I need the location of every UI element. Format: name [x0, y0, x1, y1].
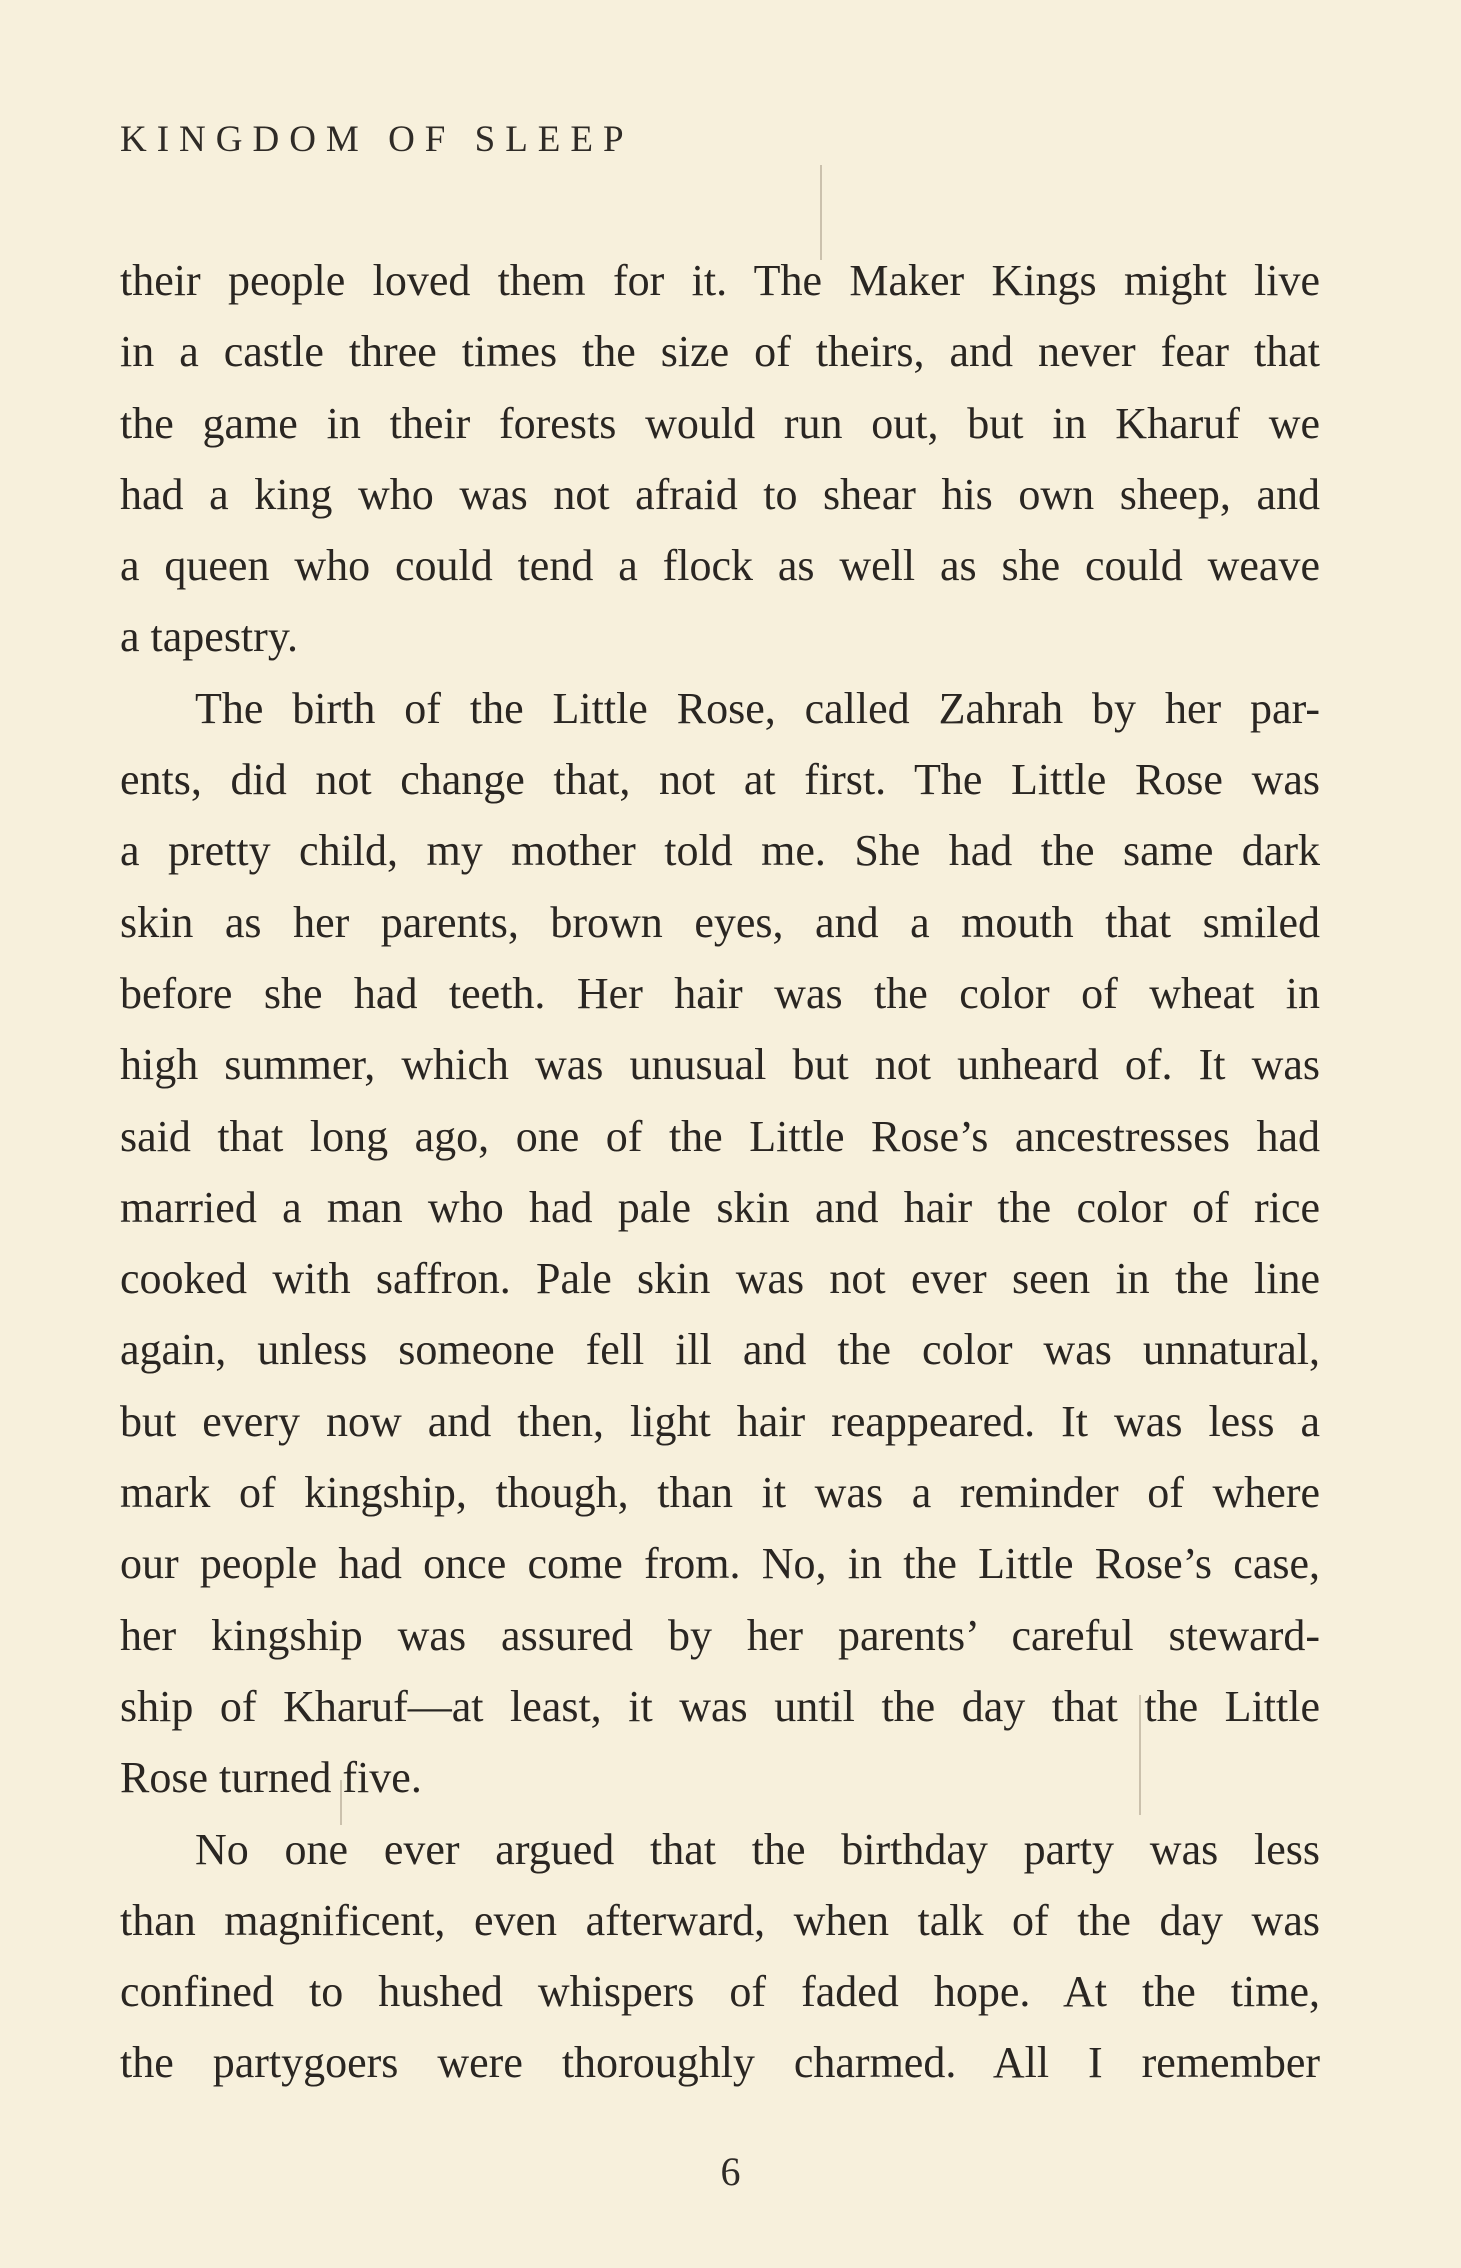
text-line: mark of kingship, though, than it was a reminder of where — [120, 1468, 1320, 1518]
page-number: 6 — [720, 2149, 741, 2194]
text-line: a pretty child, my mother told me. She had the same dark — [120, 826, 1320, 876]
text-line: had a king who was not afraid to shear his own sheep, and — [120, 469, 1320, 519]
text-line: The birth of the Little Rose, called Zahrah by her par- — [195, 683, 1320, 733]
text-line: the game in their forests would run out, but in Kharuf we — [120, 398, 1320, 448]
text-line: No one ever argued that the birthday party was less — [195, 1824, 1320, 1874]
text-line: in a castle three times the size of theirs, and never fear that — [120, 327, 1320, 377]
text-line: married a man who had pale skin and hair the color of rice — [120, 1182, 1320, 1232]
text-line: than magnificent, even afterward, when talk of the day was — [120, 1895, 1320, 1945]
paragraph — [120, 1814, 1320, 2099]
text-line: the partygoers were thoroughly charmed. All I remember — [120, 2038, 1320, 2088]
text-line: ship of Kharuf—at least, it was until the day that the Little — [120, 1681, 1320, 1731]
text-line: their people loved them for it. The Maker Kings might live — [120, 256, 1320, 305]
body-text — [120, 245, 1320, 2099]
text-line: confined to hushed whispers of faded hope. At the time, — [120, 1967, 1320, 2017]
text-line: high summer, which was unusual but not unheard of. It was — [120, 1040, 1320, 1090]
paragraph — [120, 673, 1320, 1814]
paragraph — [120, 245, 1320, 673]
text-line: her kingship was assured by her parents’ careful steward- — [120, 1610, 1320, 1660]
text-line: before she had teeth. Her hair was the color of wheat in — [120, 968, 1320, 1018]
text-line: said that long ago, one of the Little Rose’s ancestresses had — [120, 1111, 1320, 1161]
running-head: KINGDOM OF SLEEP — [120, 119, 634, 160]
text-line: Rose turned five. — [120, 1753, 422, 1803]
text-line: cooked with saffron. Pale skin was not ever seen in the line — [120, 1254, 1320, 1304]
text-line: again, unless someone fell ill and the color was unnatural, — [120, 1325, 1320, 1375]
text-line: our people had once come from. No, in the Little Rose’s case, — [120, 1539, 1320, 1589]
text-line: skin as her parents, brown eyes, and a mouth that smiled — [120, 897, 1320, 947]
text-line: ents, did not change that, not at first. The Little Rose was — [120, 755, 1320, 805]
text-line: but every now and then, light hair reappeared. It was less a — [120, 1396, 1320, 1446]
text-line: a queen who could tend a flock as well as she could weave — [120, 541, 1320, 591]
text-line: a tapestry. — [120, 612, 298, 662]
